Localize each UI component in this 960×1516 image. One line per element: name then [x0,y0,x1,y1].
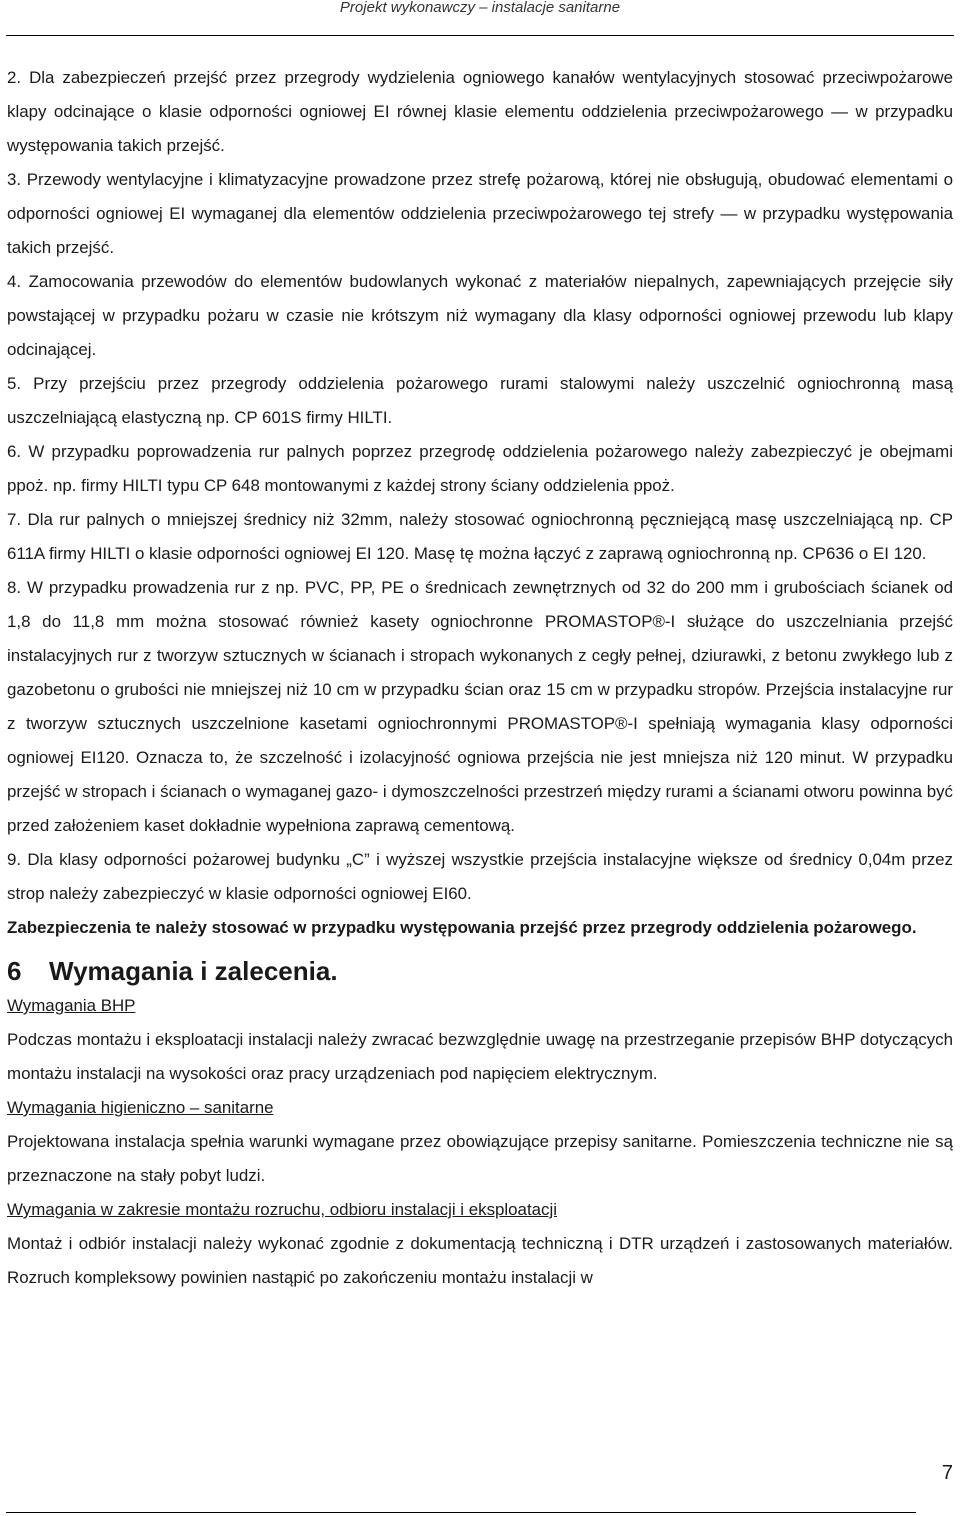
document-body [7,61,953,1295]
subsection-text-bhp: Podczas montażu i eksploatacji instalacji należy zwracać bezwzględnie uwagę na przestrzeganie przepisów BHP dotyczących montażu instalacji na wysokości oraz pracy urządzeniach pod napięciem elektrycznym. [7,1030,953,1083]
paragraph-3: 3. Przewody wentylacyjne i klimatyzacyjne prowadzone przez strefę pożarową, której nie obsługują, obudować elementami o odporności ogniowej EI wymaganej dla elementów oddzielenia przeciwpożarowego tej strefy — w przypadku występowania takich przejść. [7,170,953,257]
paragraph-9: 9. Dla klasy odporności pożarowej budynku „C” i wyższej wszystkie przejścia instalacyjne większe od średnicy 0,04m przez strop należy zabezpieczyć w klasie odporności ogniowej EI60. [7,850,953,903]
section-title: Wymagania i zalecenia. [49,956,338,986]
paragraph-8: 8. W przypadku prowadzenia rur z np. PVC, PP, PE o średnicach zewnętrznych od 32 do 200 mm i grubościach ścianek od 1,8 do 11,8 mm można stosować również kasety ogniochronne PROMASTOP®-I służące do uszczelniania przejść instalacyjnych rur z tworzyw sztucznych w ścianach i stropach wykonanych z cegły pełnej, dziurawki, z betonu zwykłego lub z gazobetonu o grubości nie mniejszej niż 10 cm w przypadku ścian oraz 15 cm w przypadku stropów. Przejścia instalacyjne rur z tworzyw sztucznych uszczelnione kasetami ogniochronnymi PROMASTOP®-I spełniają wymagania klasy odporności ogniowej EI120. Oznacza to, że szczelność i izolacyjność ogniowa przejścia nie jest mniejsza niż 120 minut. W przypadku przejść w stropach i ścianach o wymaganej gazo- i dymoszczelności przestrzeń między rurami a ścianami otworu powinna być przed założeniem kaset dokładnie wypełniona zaprawą cementową. [7,578,953,835]
header-title: Projekt wykonawczy – instalacje sanitarne [339,0,621,16]
subsection-text-installation: Montaż i odbiór instalacji należy wykonać zgodnie z dokumentacją techniczną i DTR urządzeń i zastosowanych materiałów. Rozruch kompleksowy powinien nastąpić po zakończeniu montażu instalacji w [7,1234,953,1287]
page-header [0,0,960,34]
paragraph-5: 5. Przy przejściu przez przegrody oddzielenia pożarowego rurami stalowymi należy uszczelnić ogniochronną masą uszczelniającą elastyczną np. CP 601S firmy HILTI. [7,374,953,427]
subsection-heading-installation: Wymagania w zakresie montażu rozruchu, odbioru instalacji i eksploatacji [7,1200,557,1219]
subsection-text-hygiene: Projektowana instalacja spełnia warunki wymagane przez obowiązujące przepisy sanitarne. Pomieszczenia techniczne nie są przeznaczone na stały pobyt ludzi. [7,1132,953,1185]
paragraph-6: 6. W przypadku poprowadzenia rur palnych poprzez przegrodę oddzielenia pożarowego należy zabezpieczyć je obejmami ppoż. np. firmy HILTI typu CP 648 montowanymi z każdej strony ściany oddzielenia ppoż. [7,442,953,495]
page-number: 7 [941,1462,953,1484]
footer-divider [6,1512,916,1513]
paragraph-7: 7. Dla rur palnych o mniejszej średnicy niż 32mm, należy stosować ogniochronną pęczniejącą masę uszczelniającą np. CP 611A firmy HILTI o klasie odporności ogniowej EI 120. Masę tę można łączyć z zaprawą ogniochronną np. CP636 o EI 120. [7,510,953,563]
subsection-heading-bhp: Wymagania BHP [7,996,136,1015]
paragraph-4: 4. Zamocowania przewodów do elementów budowlanych wykonać z materiałów niepalnych, zapewniających przejęcie siły powstającej w przypadku pożaru w czasie nie krótszym niż wymagany dla klasy odporności ogniowej przewodu lub klapy odcinającej. [7,272,953,359]
subsection-heading-hygiene: Wymagania higieniczno – sanitarne [7,1098,274,1117]
section-number: 6 [7,956,22,986]
section-heading [7,953,953,989]
header-divider [6,35,954,36]
bold-note: Zabezpieczenia te należy stosować w przypadku występowania przejść przez przegrody oddzielenia pożarowego. [7,918,917,937]
paragraph-2: 2. Dla zabezpieczeń przejść przez przegrody wydzielenia ogniowego kanałów wentylacyjnych stosować przeciwpożarowe klapy odcinające o klasie odporności ogniowej EI równej klasie elementu oddzielenia przeciwpożarowego — w przypadku występowania takich przejść. [7,68,953,155]
